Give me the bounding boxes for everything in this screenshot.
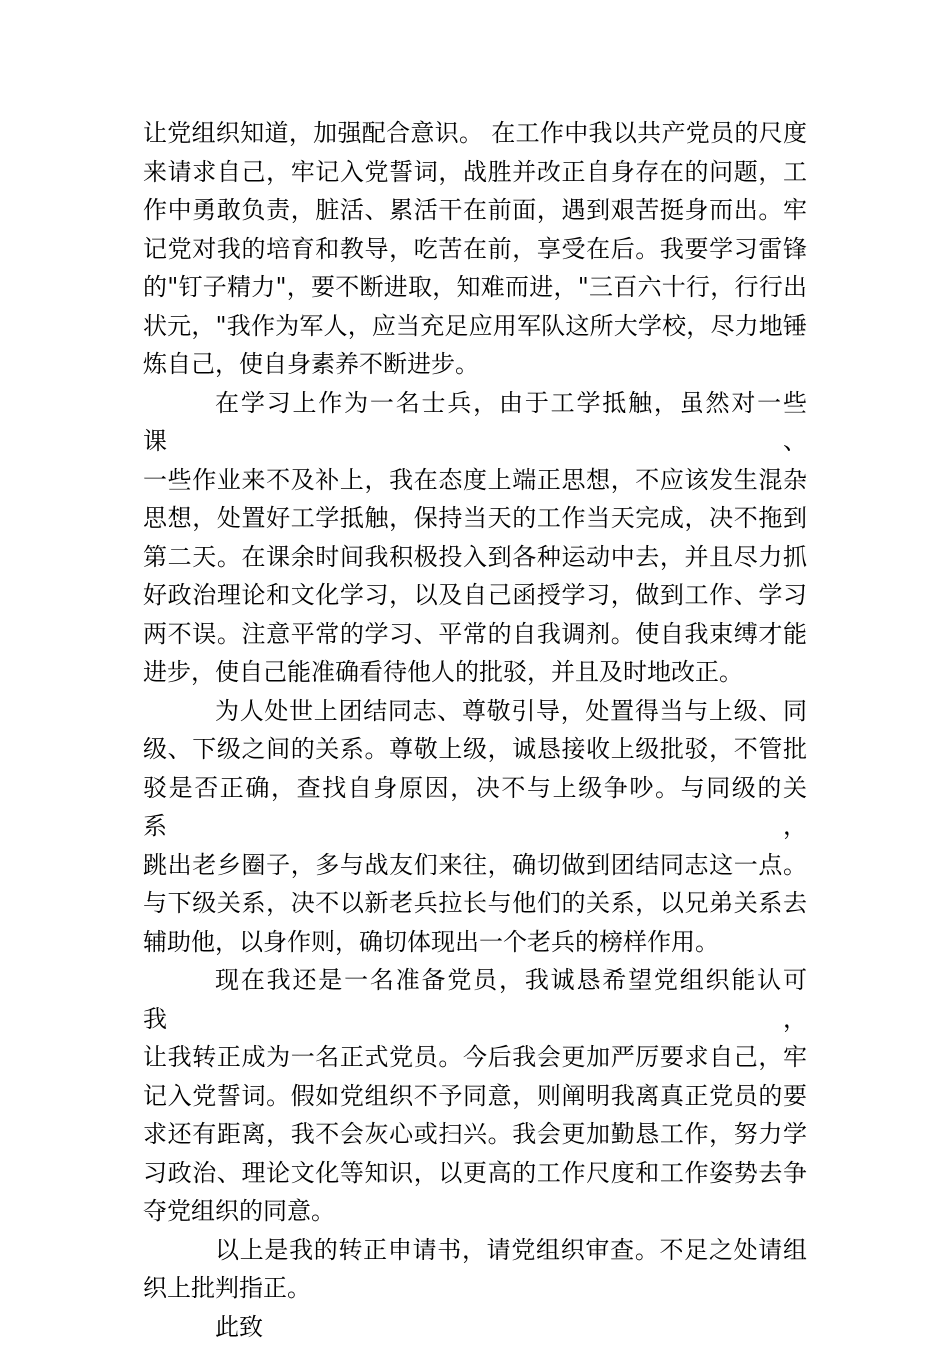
text-line: 第二天。在课余时间我积极投入到各种运动中去，并且尽力抓 [143, 538, 807, 577]
text-line: 记党对我的培育和教导，吃苦在前，享受在后。我要学习雷锋 [143, 230, 807, 269]
text-line: 跳出老乡圈子，多与战友们来往，确切做到团结同志这一点。 [143, 846, 807, 885]
text-line: 记入党誓词。假如党组织不予同意，则阐明我离真正党员的要 [143, 1077, 807, 1116]
text-line: 来请求自己，牢记入党誓词，战胜并改正自身存在的问题，工 [143, 153, 807, 192]
text-line: 两不误。注意平常的学习、平常的自我调剂。使自我束缚才能 [143, 615, 807, 654]
text-line: 让我转正成为一名正式党员。今后我会更加严厉要求自己，牢 [143, 1038, 807, 1077]
text-line: 作中勇敢负责，脏活、累活干在前面，遇到艰苦挺身而出。牢 [143, 191, 807, 230]
text-line: 一些作业来不及补上，我在态度上端正思想，不应该发生混杂 [143, 461, 807, 500]
paragraph-2 [143, 384, 807, 692]
paragraph-5 [143, 1231, 807, 1308]
document-body [143, 114, 807, 1346]
text-line: 习政治、理论文化等知识，以更高的工作尺度和工作姿势去争 [143, 1154, 807, 1193]
text-line: 以上是我的转正申请书，请党组织审查。不足之处请组 [143, 1231, 807, 1270]
text-line: 夺党组织的同意。 [143, 1192, 807, 1231]
text-line: 辅助他，以身作则，确切体现出一个老兵的榜样作用。 [143, 923, 807, 962]
text-line: 驳是否正确，查找自身原因，决不与上级争吵。与同级的关系， [143, 769, 807, 846]
text-line: 为人处世上团结同志、尊敬引导，处置得当与上级、同 [143, 692, 807, 731]
text-line: 此致 [143, 1308, 807, 1346]
text-line: 让党组织知道，加强配合意识。 在工作中我以共产党员的尺度 [143, 114, 807, 153]
text-line: 在学习上作为一名士兵，由于工学抵触，虽然对一些课、 [143, 384, 807, 461]
text-line: 与下级关系，决不以新老兵拉长与他们的关系，以兄弟关系去 [143, 884, 807, 923]
text-line: 思想，处置好工学抵触，保持当天的工作当天完成，决不拖到 [143, 499, 807, 538]
text-line: 好政治理论和文化学习，以及自己函授学习，做到工作、学习 [143, 576, 807, 615]
closing-salutation [143, 1308, 807, 1346]
text-line: 炼自己，使自身素养不断进步。 [143, 345, 807, 384]
paragraph-3 [143, 692, 807, 962]
text-line: 进步，使自己能准确看待他人的批驳，并且及时地改正。 [143, 653, 807, 692]
text-line: 状元，"我作为军人，应当充足应用军队这所大学校，尽力地锤 [143, 307, 807, 346]
text-line: 级、下级之间的关系。尊敬上级，诚恳接收上级批驳，不管批 [143, 730, 807, 769]
paragraph-4 [143, 961, 807, 1231]
text-line: 织上批判指正。 [143, 1269, 807, 1308]
text-line: 现在我还是一名准备党员，我诚恳希望党组织能认可我， [143, 961, 807, 1038]
text-line: 求还有距离，我不会灰心或扫兴。我会更加勤恳工作，努力学 [143, 1115, 807, 1154]
text-line: 的"钉子精力"，要不断进取，知难而进，"三百六十行，行行出 [143, 268, 807, 307]
paragraph-1 [143, 114, 807, 384]
